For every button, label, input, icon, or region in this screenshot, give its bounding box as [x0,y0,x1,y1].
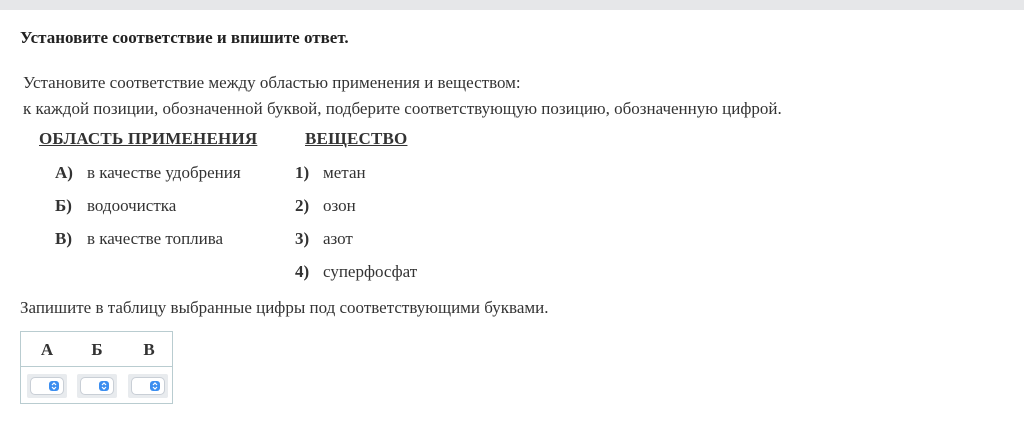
right-item-label: 3) [295,229,310,248]
select-arrows-icon [49,381,59,391]
answer-table [20,331,173,404]
right-item-text: суперфосфат [323,262,418,281]
answer-header-a: А [40,340,54,359]
select-arrows-icon [99,381,109,391]
left-item-a [55,163,241,183]
answer-table-header [21,332,172,367]
left-item-label: А) [55,163,73,182]
right-item-4 [295,262,417,282]
right-item-text: азот [323,229,353,248]
answer-header-v: В [143,340,155,359]
task-instruction [23,70,782,122]
right-item-text: метан [323,163,366,182]
left-item-b [55,196,176,216]
left-item-label: Б) [55,196,72,215]
top-bar [0,0,1024,10]
right-item-2 [295,196,356,216]
answer-select-a-box[interactable] [30,377,64,395]
answer-select-a[interactable] [27,374,67,398]
select-arrows-icon [150,381,160,391]
right-item-3 [295,229,353,249]
right-item-label: 4) [295,262,310,281]
answer-header-b: Б [91,340,103,359]
answer-select-v-box[interactable] [131,377,165,395]
answer-prompt: Запишите в таблицу выбранные цифры под соответствующими буквами. [20,298,549,317]
answer-select-v[interactable] [128,374,168,398]
right-item-1 [295,163,366,183]
right-item-text: озон [323,196,356,215]
answer-select-b-box[interactable] [80,377,114,395]
instruction-line-1: Установите соответствие между областью применения и веществом: [23,73,521,92]
answer-select-b[interactable] [77,374,117,398]
left-item-text: в качестве удобрения [87,163,241,182]
left-item-label: В) [55,229,72,248]
right-item-label: 2) [295,196,310,215]
left-item-text: в качестве топлива [87,229,224,248]
right-column-header: ВЕЩЕСТВО [305,129,408,148]
instruction-line-2: к каждой позиции, обозначенной буквой, подберите соответствующую позицию, обозначенную цифрой. [23,99,782,118]
left-column-header: ОБЛАСТЬ ПРИМЕНЕНИЯ [39,129,258,148]
task-title: Установите соответствие и впишите ответ. [20,28,349,47]
left-item-text: водоочистка [87,196,177,215]
left-item-v [55,229,223,249]
right-item-label: 1) [295,163,310,182]
